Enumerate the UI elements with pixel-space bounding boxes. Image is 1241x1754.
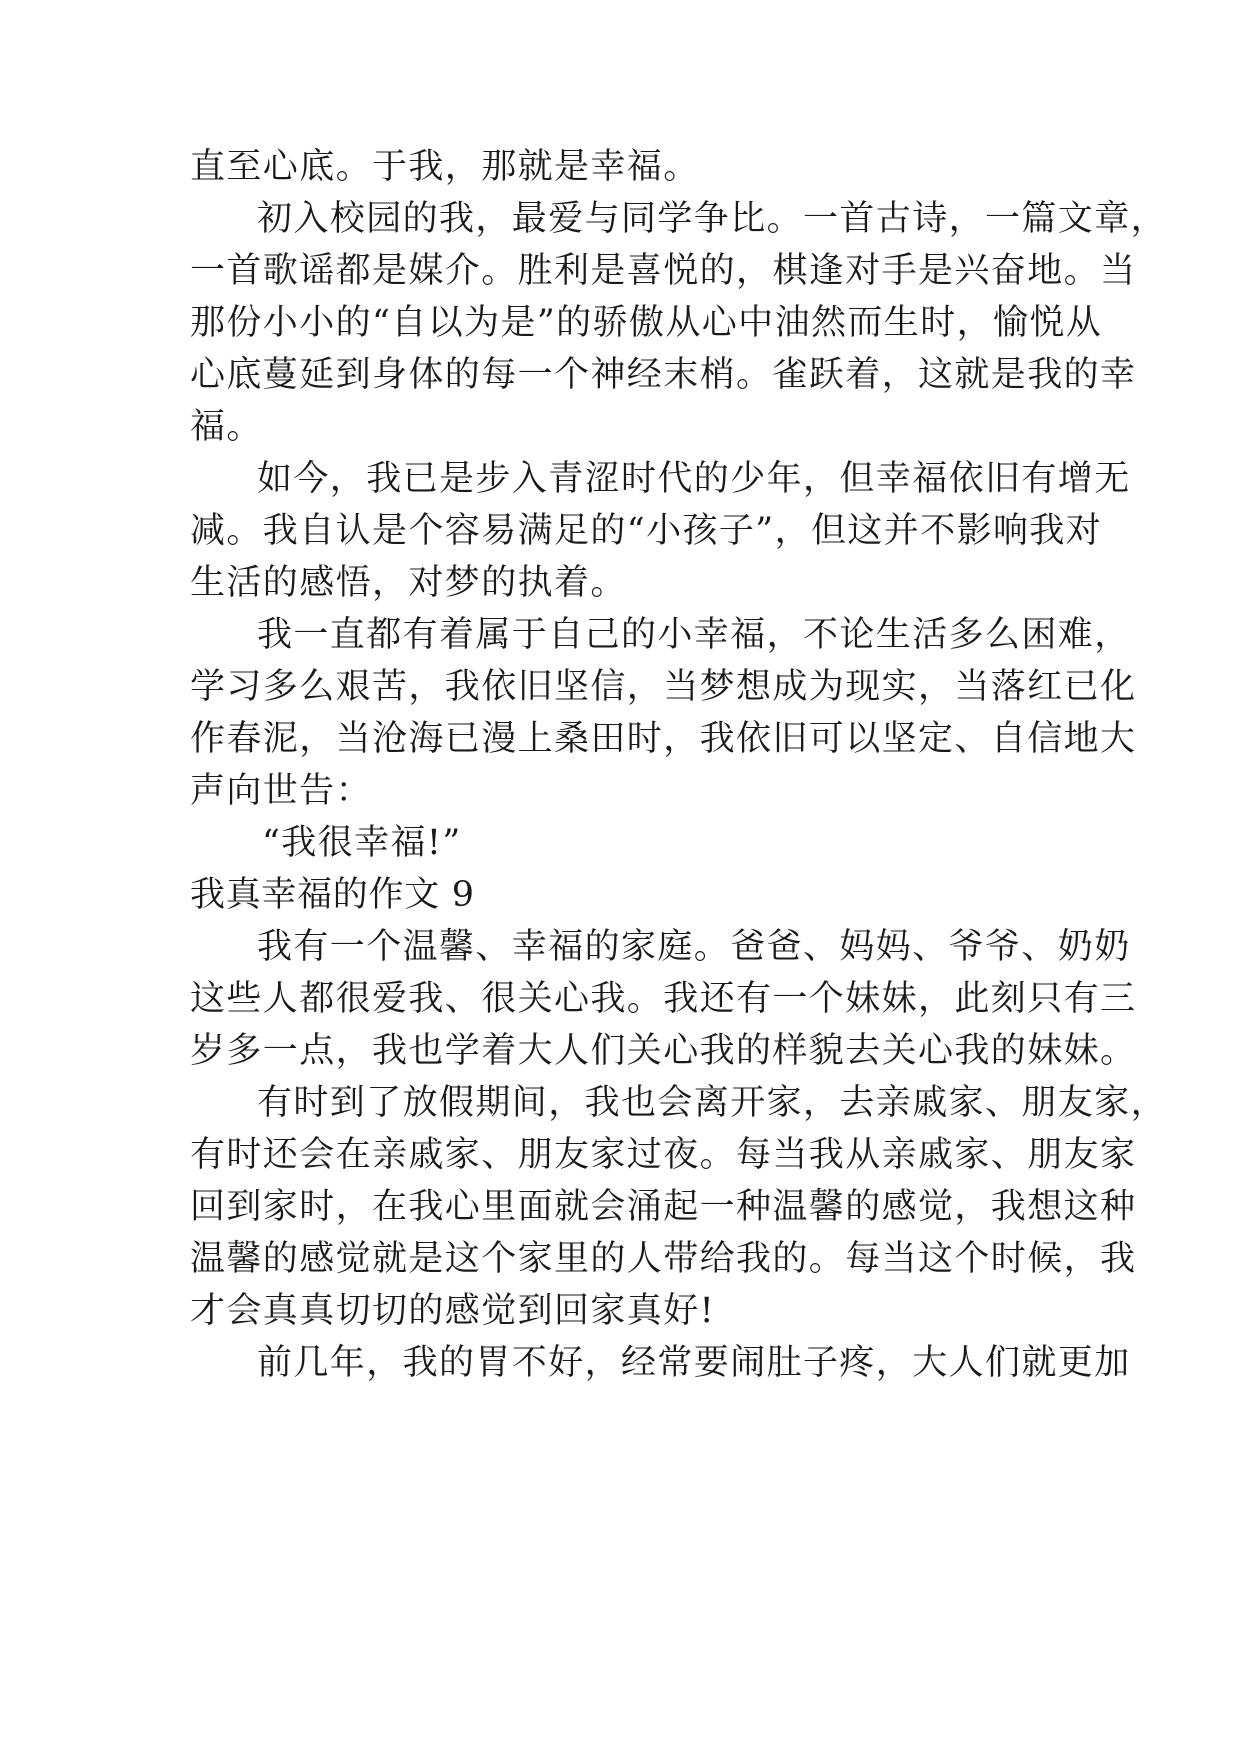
text-line: 作春泥，当沧海已漫上桑田时，我依旧可以坚定、自信地大	[190, 719, 1137, 759]
text-line: 岁多一点，我也学着大人们关心我的样貌去关心我的妹妹。	[190, 1031, 1137, 1071]
text-line: 一首歌谣都是媒介。胜利是喜悦的，棋逢对手是兴奋地。当	[190, 251, 1137, 291]
paragraph-start: 如今，我已是步入青涩时代的少年，但幸福依旧有增无	[257, 459, 1131, 499]
text-line: 回到家时，在我心里面就会涌起一种温馨的感觉，我想这种	[190, 1187, 1137, 1227]
paragraph-start: 前几年，我的胃不好，经常要闹肚子疼，大人们就更加	[257, 1343, 1131, 1383]
text-line: 有时还会在亲戚家、朋友家过夜。每当我从亲戚家、朋友家	[190, 1135, 1137, 1175]
paragraph-start: 我一直都有着属于自己的小幸福，不论生活多么困难，	[257, 615, 1131, 655]
text-line: 生活的感悟，对梦的执着。	[190, 563, 627, 603]
text-line: 才会真真切切的感觉到回家真好!	[190, 1291, 716, 1331]
paragraph-start: 初入校园的我，最爱与同学争比。一首古诗，一篇文章，	[257, 199, 1168, 239]
text-line: 这些人都很爱我、很关心我。我还有一个妹妹，此刻只有三	[190, 979, 1137, 1019]
text-line: 那份小小的“自以为是”的骄傲从心中油然而生时，愉悦从	[190, 303, 1103, 343]
quote-line: “我很幸福!”	[262, 823, 462, 863]
text-line: 心底蔓延到身体的每一个神经末梢。雀跃着，这就是我的幸	[190, 355, 1137, 395]
text-line: 学习多么艰苦，我依旧坚信，当梦想成为现实，当落红已化	[190, 667, 1137, 707]
text-line: 声向世告：	[190, 771, 373, 811]
text-line: 直至心底。于我，那就是幸福。	[190, 147, 700, 187]
text-line: 福。	[190, 407, 263, 447]
text-line: 减。我自认是个容易满足的“小孩子”，但这并不影响我对	[190, 511, 1103, 551]
section-heading: 我真幸福的作文 9	[190, 875, 475, 915]
paragraph-start: 有时到了放假期间，我也会离开家，去亲戚家、朋友家，	[257, 1083, 1168, 1123]
text-line: 温馨的感觉就是这个家里的人带给我的。每当这个时候，我	[190, 1239, 1137, 1279]
paragraph-start: 我有一个温馨、幸福的家庭。爸爸、妈妈、爷爷、奶奶	[257, 927, 1131, 967]
